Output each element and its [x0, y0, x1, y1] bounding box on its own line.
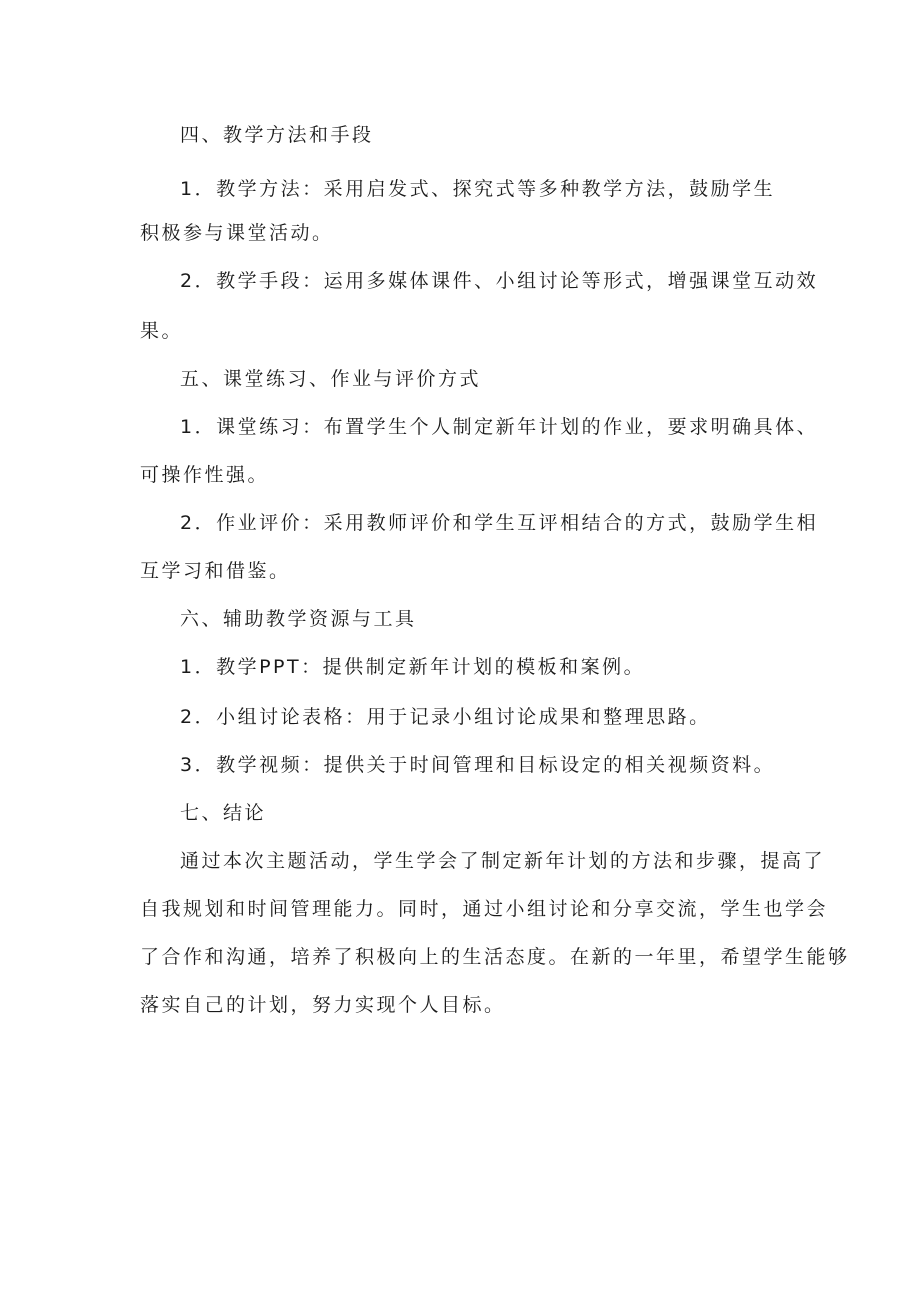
section-7-para-line-3: 了合作和沟通，培养了积极向上的生活态度。在新的一年里，希望学生能够 — [140, 946, 850, 968]
section-7-para-line-1: 通过本次主题活动，学生学会了制定新年计划的方法和步骤，提高了 — [180, 850, 826, 872]
section-6-item-3: 3．教学视频：提供关于时间管理和目标设定的相关视频资料。 — [180, 754, 776, 776]
section-7-para-line-2: 自我规划和时间管理能力。同时，通过小组讨论和分享交流，学生也学会 — [140, 898, 829, 920]
section-4-heading: 四、教学方法和手段 — [180, 124, 374, 146]
section-7-heading: 七、结论 — [180, 802, 267, 824]
section-4-item-1-line-2: 积极参与课堂活动。 — [140, 222, 334, 244]
section-5-item-2-line-1: 2．作业评价：采用教师评价和学生互评相结合的方式，鼓励学生相 — [180, 512, 819, 534]
section-4-item-2-line-2: 果。 — [140, 320, 184, 342]
section-6-item-2: 2．小组讨论表格：用于记录小组讨论成果和整理思路。 — [180, 706, 711, 728]
section-5-heading: 五、课堂练习、作业与评价方式 — [180, 368, 482, 390]
section-5-item-1-line-2: 可操作性强。 — [140, 464, 270, 486]
section-6-heading: 六、辅助教学资源与工具 — [180, 608, 417, 630]
section-7-para-line-4: 落实自己的计划，努力实现个人目标。 — [140, 994, 506, 1016]
section-6-item-1: 1．教学PPT：提供制定新年计划的模板和案例。 — [180, 656, 646, 678]
section-4-item-2-line-1: 2．教学手段：运用多媒体课件、小组讨论等形式，增强课堂互动效 — [180, 270, 819, 292]
section-4-item-1-line-1: 1．教学方法：采用启发式、探究式等多种教学方法，鼓励学生 — [180, 178, 776, 200]
section-5-item-1-line-1: 1．课堂练习：布置学生个人制定新年计划的作业，要求明确具体、 — [180, 416, 819, 438]
section-5-item-2-line-2: 互学习和借鉴。 — [140, 560, 291, 582]
